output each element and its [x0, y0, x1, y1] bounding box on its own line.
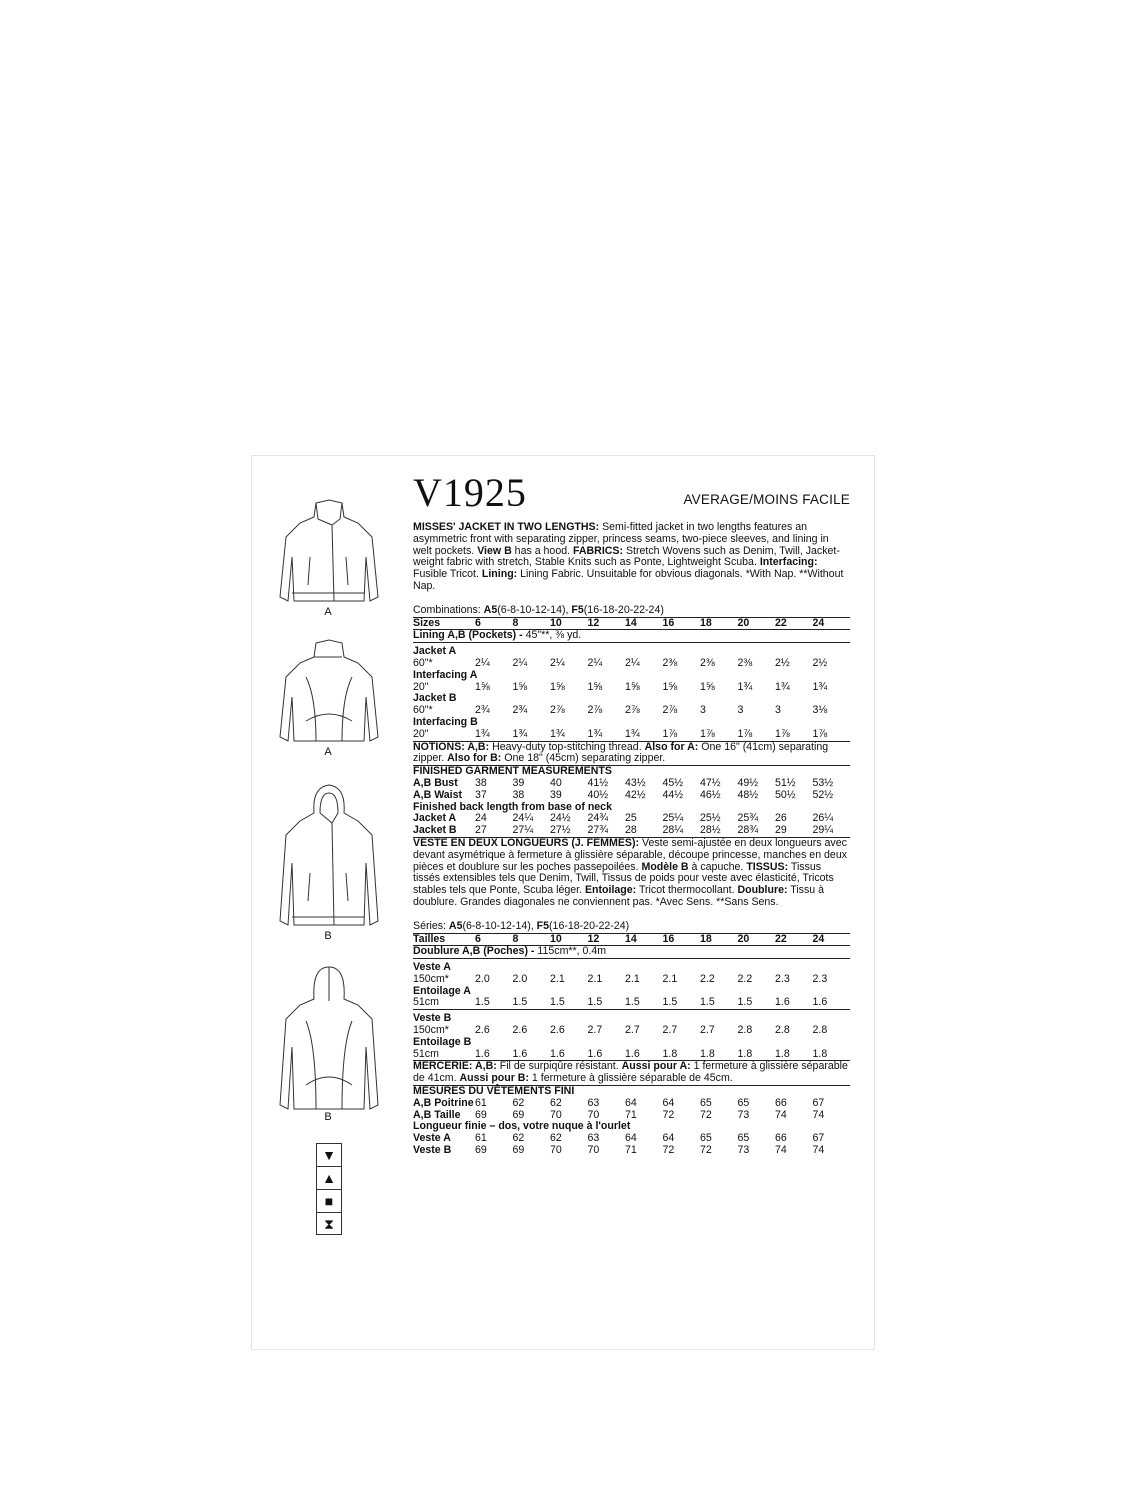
jacket-a-row: 60"* 2¼ 2¼ 2¼ 2¼ 2¼ 2⅜ 2⅜ 2⅜ 2½ 2½	[413, 656, 828, 669]
doublure-row: Doublure A,B (Poches) - 115cm**, 0.4m	[413, 946, 850, 959]
veste-b-row: 150cm* 2.6 2.6 2.6 2.7 2.7 2.7 2.7 2.8 2.8 2.8	[413, 1024, 828, 1037]
interfacing-a-row: 20" 1⅝ 1⅝ 1⅝ 1⅝ 1⅝ 1⅝ 1⅝ 1¾ 1¾ 1¾	[413, 680, 828, 693]
combinations: Combinations: A5(6-8-10-12-14), F5(16-18-20-22-24)	[413, 603, 664, 616]
series: Séries: A5(6-8-10-12-14), F5(16-18-20-22-24)	[413, 919, 630, 932]
up-triangle-icon: ▲	[317, 1167, 341, 1190]
view-a-back-drawing	[276, 637, 382, 747]
french-description: VESTE EN DEUX LONGUEURS (J. FEMMES): Veste semi-ajustée en deux longueurs avec devant asymétrique à fermeture à glissière séparable, découpe princesse, manches en deux pièces et doublure sur les poches passepoilées. Modèle B à capuche. TISSUS: Tissus tissés extensibles tels que Denim, Twill, Tissus de poids pour veste avec élasticité, Tricots stables tels que Ponte, Scuba léger. Entoilage: Tricot thermocollant. Doublure: Tissu à doublure. Grandes diagonales ne conviennent pas. *Avec Sens. **Sans Sens.	[413, 836, 848, 908]
view-label: A	[324, 746, 332, 758]
view-b-front-drawing	[276, 783, 382, 928]
view-label: B	[324, 1111, 332, 1123]
view-label: A	[324, 606, 332, 618]
veste-a-length-row: Veste A 61 62 62 63 64 64 65 65 66 67	[413, 1132, 825, 1145]
square-icon: ■	[317, 1190, 341, 1213]
envelope-text	[413, 470, 850, 1157]
down-triangle-icon: ▼	[317, 1144, 341, 1167]
difficulty-label: AVERAGE/MOINS FACILE	[683, 492, 850, 507]
entoilage-a-row: 51cm 1.5 1.5 1.5 1.5 1.5 1.5 1.5 1.5 1.6 1.6	[413, 997, 850, 1009]
english-description: MISSES' JACKET IN TWO LENGTHS: Semi-fitted jacket in two lengths features an asymmetric front with separating zipper, princess seams, two-piece sleeves, and lining in welt pockets. View B has a hood. FABRICS: Stretch Wovens such as Denim, Twill, Jacket-weight fabric with stretch, Stable Knits such as Ponte, Lightweight Scuba. Interfacing: Fusible Tricot. Lining: Lining Fabric. Unsuitable for obvious diagonals. *With Nap. **Without Nap.	[413, 521, 844, 592]
view-label: B	[324, 930, 332, 942]
taille-row: A,B Taille 69 69 70 70 71 72 72 73 74 74	[413, 1108, 825, 1121]
lining-row: Lining A,B (Pockets) - 45"**, ⅜ yd.	[413, 630, 850, 643]
sizes-header-row: Sizes 6 8 10 12 14 16 18 20 22 24	[413, 617, 850, 630]
english-yardage-table: Sizes 6 8 10 12 14 16 18 20 22 24 Lining A,B (Pockets) - 45"**, ⅜ yd. Jacket A 60"* 2¼ 2¼ 2¼ 2¼ 2¼ 2⅜ 2⅜ 2⅜ 2½ 2½ Interfacing A 20" 1⅝ 1⅝ 1⅝ 1⅝ 1⅝ 1⅝ 1⅝ 1¾ 1¾ 1¾ Jacket B 60"* 2¾ 2¾ 2⅞ 2⅞ 2⅞ 2⅞ 3 3 3 3⅛ Interfacing B 20" 1¾ 1¾ 1¾ 1¾ 1¾ 1⅞ 1⅞ 1⅞ 1⅞ 1⅞ NOTIONS: A,B: Heavy-duty top-stitching thread. Also for A: One 16" (41cm) separating zipper. Also for B: One 18" (45cm) separating zipper. FINISHED GARMENT MEASUREMENTS A,B Bust 38 39 40 41½ 43½ 45½ 47½ 49½ 51½ 53½ A,B Waist 37 38 39 40½ 42½ 44½ 46½ 48½ 50½ 52½ Finished back length from base of neck Jacket A 24 24¼ 24½ 24¾ 25 25¼ 25½ 25¾ 26 26¼ Jacket B 27 27¼ 27½ 27¾ 28 28¼ 28½ 28¾ 29 29¼	[413, 617, 850, 838]
mercerie-row: MERCERIE: A,B: Fil de surpiqûre résistant. Aussi pour A: 1 fermeture à glissière séparable de 41cm. Aussi pour B: 1 fermeture à glissière séparable de 45cm.	[413, 1061, 850, 1086]
tailles-header-row: Tailles 6 8 10 12 14 16 18 20 22 24	[413, 933, 850, 946]
jacket-b-length-row: Jacket B 27 27¼ 27½ 27¾ 28 28¼ 28½ 28¾ 29 29¼	[413, 825, 850, 837]
bust-row: A,B Bust 38 39 40 41½ 43½ 45½ 47½ 49½ 51½ 53½	[413, 776, 834, 789]
view-b-back-drawing	[276, 965, 382, 1111]
jacket-a-length-row: Jacket A 24 24¼ 24½ 24¾ 25 25¼ 25½ 25¾ 26 26¼	[413, 812, 834, 825]
french-yardage-table: Tailles 6 8 10 12 14 16 18 20 22 24 Doublure A,B (Poches) - 115cm**, 0.4m Veste A 150cm* 2.0 2.0 2.1 2.1 2.1 2.1 2.2 2.2 2.3 2.3 Entoilage A 51cm 1.5 1.5 1.5 1.5 1.5 1.5 1.5 1.5 1.6 1.6 Veste B 150cm* 2.6 2.6 2.6 2.7 2.7 2.7 2.7 2.8 2.8 2.8 Entoilage B 51cm 1.6 1.6 1.6 1.6 1.6 1.8 1.8 1.8 1.8 1.8 MERCERIE: A,B: Fil de surpiqûre résistant. Aussi pour A: 1 fermeture à glissière séparable de 41cm. Aussi pour B: 1 fermeture à glissière séparable de 45cm. MESURES DU VÊTEMENTS FINI A,B Poitrine 61 62 62 63 64 64 65 65 66 67 A,B Taille 69 69 70 70 71 72 72 73 74 74 Longueur finie – dos, votre nuque à l'ourlet Veste A 61 62 62 63 64 64 65 65 66 67 Veste B 69 69 70 70 71 72 72 73 74 74	[413, 933, 850, 1157]
notions-row: NOTIONS: A,B: Heavy-duty top-stitching thread. Also for A: One 16" (41cm) separating zipper. Also for B: One 18" (45cm) separating zipper.	[413, 741, 850, 766]
pattern-number: V1925	[413, 470, 527, 515]
notch-legend	[316, 1143, 342, 1235]
entoilage-b-row: 51cm 1.6 1.6 1.6 1.6 1.6 1.8 1.8 1.8 1.8 1.8	[413, 1049, 850, 1061]
hourglass-icon: ⧗	[324, 1216, 334, 1232]
interfacing-b-row: 20" 1¾ 1¾ 1¾ 1¾ 1¾ 1⅞ 1⅞ 1⅞ 1⅞ 1⅞	[413, 729, 850, 741]
jacket-b-row: 60"* 2¾ 2¾ 2⅞ 2⅞ 2⅞ 2⅞ 3 3 3 3⅛	[413, 704, 828, 717]
waist-row: A,B Waist 37 38 39 40½ 42½ 44½ 46½ 48½ 50½ 52½	[413, 788, 834, 801]
view-a-front-drawing	[276, 497, 382, 607]
veste-b-length-row: Veste B 69 69 70 70 71 72 72 73 74 74	[413, 1144, 825, 1157]
poitrine-row: A,B Poitrine 61 62 62 63 64 64 65 65 66 67	[413, 1096, 825, 1109]
veste-a-row: 150cm* 2.0 2.0 2.1 2.1 2.1 2.1 2.2 2.2 2.3 2.3	[413, 972, 828, 985]
